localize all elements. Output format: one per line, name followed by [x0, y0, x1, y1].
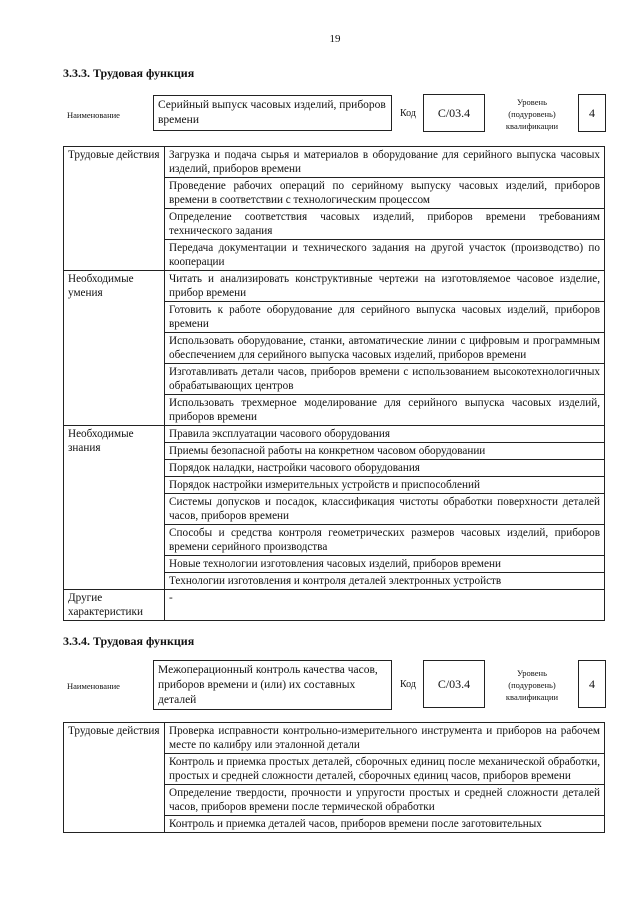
function-table-3-3-4 — [63, 722, 605, 833]
function-table-3-3-3 — [63, 146, 605, 621]
table-cell: Определение соответствия часовых изделий, приборов времени требованиям технического задания — [165, 209, 605, 240]
table-cell: Проверка исправности контрольно-измерительного инструмента и приборов на рабочем месте по калибру или эталонной детали — [165, 723, 605, 754]
code-value-box — [423, 660, 485, 708]
table-cell: Контроль и приемка простых деталей, сборочных единиц после механической обработки, простых и средней сложности деталей, сборочных единиц часов, приборов времени — [165, 754, 605, 785]
table-cell: Использовать трехмерное моделирование для серийного выпуска часовых изделий, приборов времени — [165, 395, 605, 426]
code-label: Код — [400, 679, 416, 690]
table-cell: Новые технологии изготовления часовых изделий, приборов времени — [165, 556, 605, 573]
table-cell: Читать и анализировать конструктивные чертежи на изготовляемое часовое изделие, прибор времени — [165, 271, 605, 302]
table-cell: Контроль и приемка деталей часов, приборов времени после заготовительных — [165, 816, 605, 833]
name-label: Наименование — [67, 110, 120, 120]
category-label: Другие характеристики — [64, 590, 165, 621]
table-row — [64, 590, 605, 621]
page-number: 19 — [329, 33, 341, 45]
table-cell: Приемы безопасной работы на конкретном часовом оборудовании — [165, 443, 605, 460]
table-cell: Способы и средства контроля геометрических размеров часовых изделий, приборов времени серийного производства — [165, 525, 605, 556]
table-cell: Технологии изготовления и контроля деталей электронных устройств — [165, 573, 605, 590]
table-row — [64, 723, 605, 754]
code-value-box — [423, 94, 485, 132]
level-value-box — [578, 94, 606, 132]
table-cell: - — [165, 590, 605, 621]
table-cell: Использовать оборудование, станки, автоматические линии с цифровым и программным обеспечением для серийного выпуска часовых изделий, приборов времени — [165, 333, 605, 364]
table-cell: Правила эксплуатации часового оборудования — [165, 426, 605, 443]
name-value: Межоперационный контроль качества часов, приборов времени и (или) их составных деталей — [158, 664, 378, 706]
category-label: Трудовые действия — [64, 147, 165, 271]
table-cell: Передача документации и технического задания на другой участок (производство) по кооперации — [165, 240, 605, 271]
table-row — [64, 271, 605, 302]
table-cell: Проведение рабочих операций по серийному выпуску часовых изделий, приборов времени в соответствии с технологическим процессом — [165, 178, 605, 209]
category-label: Необходимые умения — [64, 271, 165, 426]
table-cell: Готовить к работе оборудование для серийного выпуска часовых изделий, приборов времени — [165, 302, 605, 333]
level-label: Уровень (подуровень) квалификации — [505, 97, 559, 131]
section-title-3-3-4: 3.3.4. Трудовая функция — [63, 634, 195, 648]
name-value-box — [153, 95, 392, 131]
table-cell: Порядок настройки измерительных устройств и приспособлений — [165, 477, 605, 494]
level-value-box — [578, 660, 606, 708]
name-label: Наименование — [67, 681, 120, 691]
name-value-box — [153, 660, 392, 710]
code-value: C/03.4 — [437, 105, 471, 120]
code-label: Код — [400, 108, 416, 119]
table-cell: Определение твердости, прочности и упругости простых и средней сложности деталей часов, приборов времени после термической обработки — [165, 785, 605, 816]
table-cell: Загрузка и подача сырья и материалов в оборудование для серийного выпуска часовых изделий, приборов времени — [165, 147, 605, 178]
name-value: Серийный выпуск часовых изделий, приборов времени — [158, 99, 386, 126]
category-label: Необходимые знания — [64, 426, 165, 590]
category-label: Трудовые действия — [64, 723, 165, 833]
table-row — [64, 147, 605, 178]
table-row — [64, 426, 605, 443]
code-value: C/03.4 — [437, 676, 471, 691]
level-label: Уровень (подуровень) квалификации — [505, 668, 559, 702]
table-cell: Изготавливать детали часов, приборов времени с использованием высокотехнологичных обрабатывающих центров — [165, 364, 605, 395]
table-cell: Системы допусков и посадок, классификация чистоты обработки поверхности деталей часов, приборов времени — [165, 494, 605, 525]
level-value: 4 — [589, 105, 595, 120]
level-value: 4 — [589, 676, 595, 691]
section-title-3-3-3: 3.3.3. Трудовая функция — [63, 66, 195, 80]
table-cell: Порядок наладки, настройки часового оборудования — [165, 460, 605, 477]
